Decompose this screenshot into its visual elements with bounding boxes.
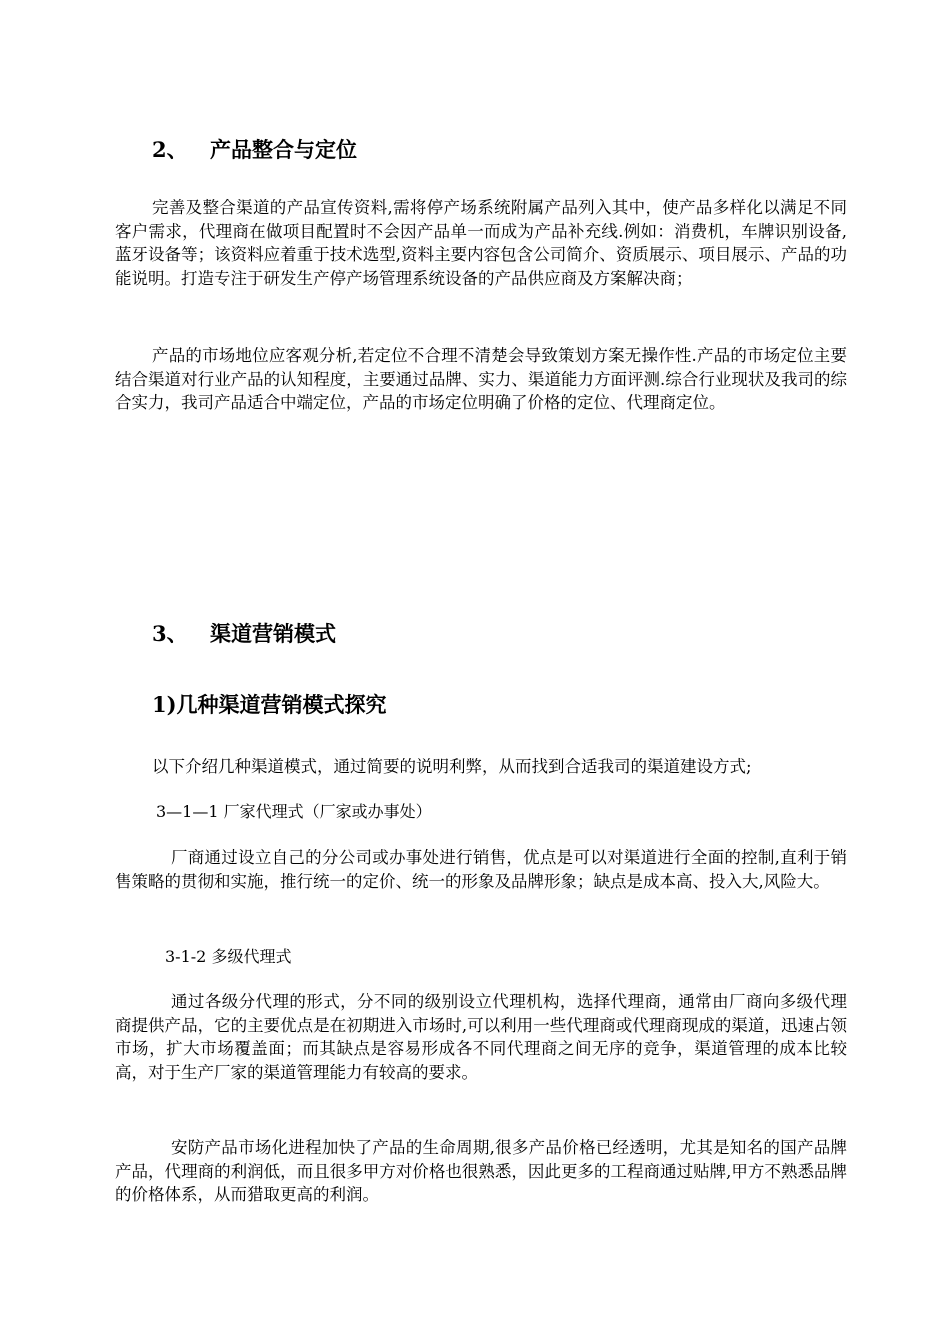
section-2-paragraph-1: 完善及整合渠道的产品宣传资料,需将停产场系统附属产品列入其中，使产品多样化以满足不同客户需求，代理商在做项目配置时不会因产品单一而成为产品补充线.例如：消费机，车牌识别设备,蓝牙设备等；该资料应着重于技术选型,资料主要内容包含公司简介、资质展示、项目展示、产品的功能说明。打造专注于研发生产停产场管理系统设备的产品供应商及方案解决商； [115, 198, 847, 288]
item-2-text: 通过各级分代理的形式，分不同的级别设立代理机构，选择代理商，通常由厂商向多级代理商提供产品，它的主要优点是在初期进入市场时,可以利用一些代理商或代理商现成的渠道，迅速占领市场，扩大市场覆盖面；而其缺点是容易形成各不同代理商之间无序的竞争，渠道管理的成本比较高，对于生产厂家的渠道管理能力有较高的要求。 [115, 992, 847, 1082]
section-2-title: 产品整合与定位 [210, 137, 357, 162]
section-2-paragraph-2: 产品的市场地位应客观分析,若定位不合理不清楚会导致策划方案无操作性.产品的市场定位主要结合渠道对行业产品的认知程度，主要通过品牌、实力、渠道能力方面评测.综合行业现状及我司的综合实力，我司产品适合中端定位，产品的市场定位明确了价格的定位、代理商定位。 [115, 346, 847, 413]
section-3-subtitle: 1)几种渠道营销模式探究 [152, 692, 387, 717]
section-3-intro: 以下介绍几种渠道模式，通过简要的说明利弊，从而找到合适我司的渠道建设方式; [152, 757, 752, 776]
section-3-heading [152, 618, 336, 648]
section-3-title: 渠道营销模式 [210, 621, 336, 646]
item-2-title: 3-1-2 多级代理式 [165, 947, 292, 966]
section-3-last-paragraph: 安防产品市场化进程加快了产品的生命周期,很多产品价格已经透明，尤其是知名的国产品牌产品，代理商的利润低，而且很多甲方对价格也很熟悉，因此更多的工程商通过贴牌,甲方不熟悉品牌的价格体系，从而猎取更高的利润。 [115, 1138, 847, 1205]
section-2-number: 2、 [152, 137, 188, 162]
section-3-number: 3、 [152, 621, 188, 646]
section-2-heading [152, 134, 357, 164]
item-1-title: 3—1—1 厂家代理式（厂家或办事处） [156, 802, 432, 821]
item-1-text: 厂商通过设立自己的分公司或办事处进行销售，优点是可以对渠道进行全面的控制,直利于销售策略的贯彻和实施，推行统一的定价、统一的形象及品牌形象；缺点是成本高、投入大,风险大。 [115, 848, 847, 891]
